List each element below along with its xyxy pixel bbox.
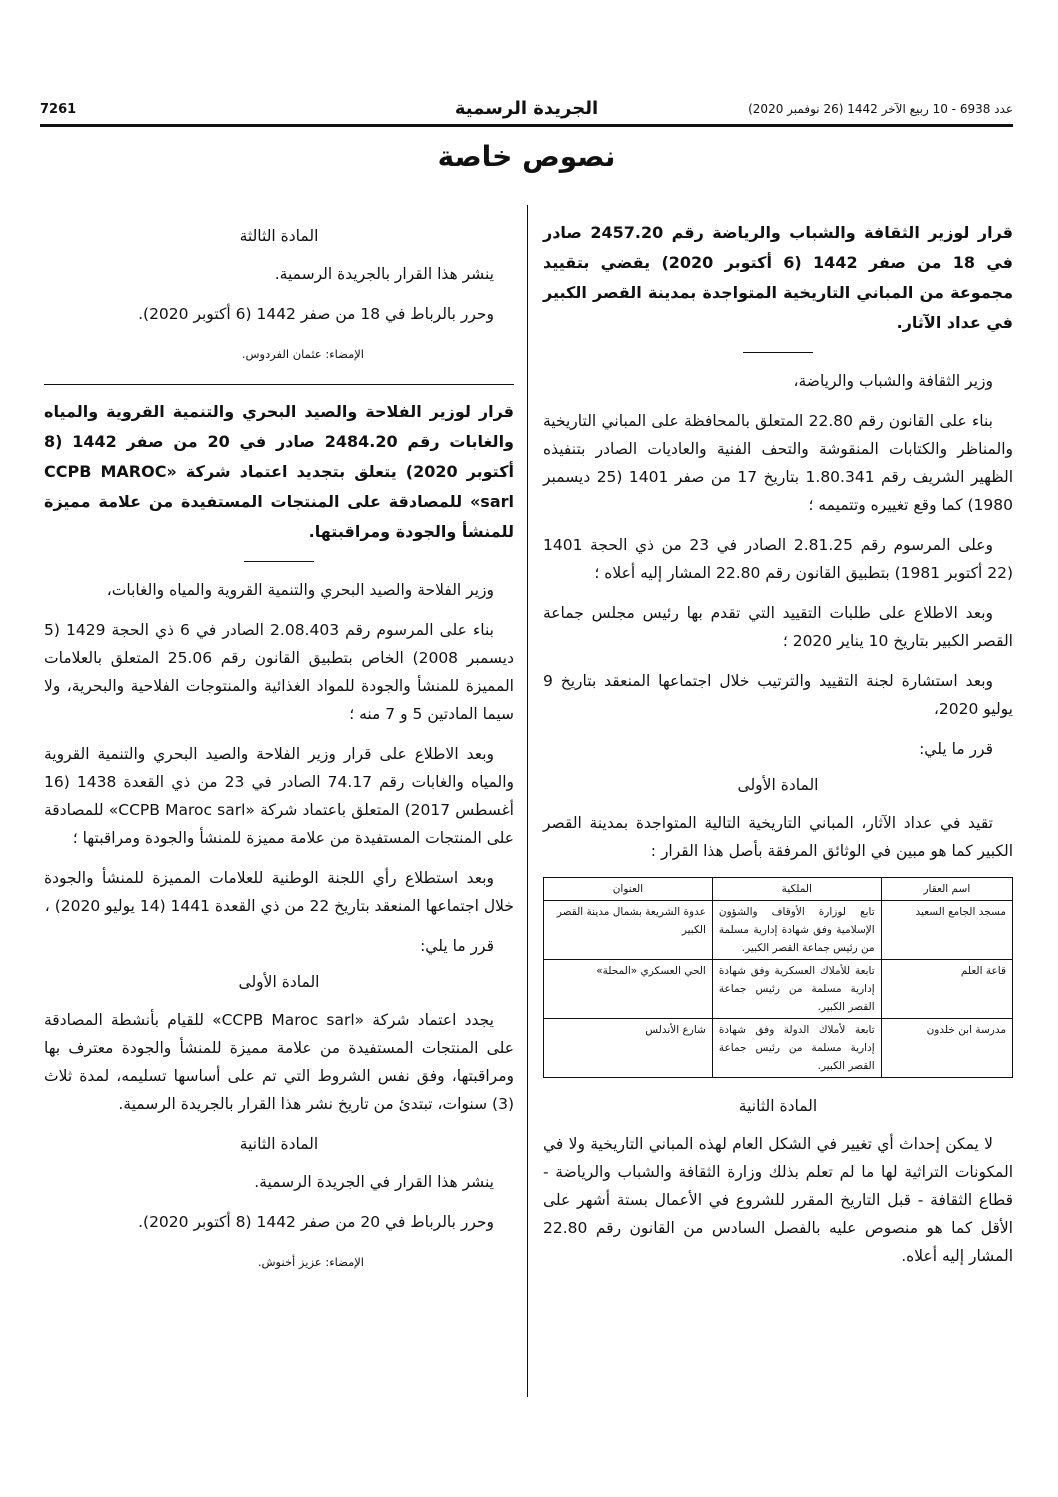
decree1-article3-title: المادة الثالثة: [239, 227, 319, 245]
table-row: [544, 1019, 1013, 1078]
column-header-property: اسم العقار: [881, 878, 1012, 901]
decree-separator: [44, 384, 514, 385]
table-cell: تابع لوزارة الأوقاف والشؤون الإسلامية وفق شهادة إدارية مسلمة من رئيس جماعة القصر الكبير.: [712, 901, 881, 960]
table-cell: مدرسة ابن خلدون: [881, 1019, 1012, 1078]
heritage-table: [543, 877, 1013, 1078]
table-row: [544, 960, 1013, 1019]
decree1-article2-title: المادة الثانية: [738, 1097, 818, 1115]
decree1-done-at: وحرر بالرباط في 18 من صفر 1442 (6 أكتوبر 2020).: [138, 305, 494, 323]
right-column: [543, 218, 1013, 1282]
decree2-heading: قرار لوزير الفلاحة والصيد البحري والتنمية القروية والمياه والغابات رقم 2484.20 صادر في 20 من صفر 1442 (8 أكتوبر 2020) يتعلق بتجديد اعتماد شركة «CCPB MAROC sarl» للمصادقة على المنتجات المستفيدة من علامة مميزة للمنشأ والجودة ومراقبتها.: [44, 402, 515, 541]
table-header-row: [544, 878, 1013, 901]
page-header: [40, 98, 1013, 124]
decree2-paragraph: وبعد استطلاع رأي اللجنة الوطنية للعلامات المميزة للمنشأ والجودة خلال اجتماعها المنعقد بتاريخ 22 من ذي القعدة 1441 (14 يوليو 2020) ،: [44, 869, 514, 915]
decree1-article1-title: المادة الأولى: [737, 776, 819, 794]
table-cell: قاعة العلم: [881, 960, 1012, 1019]
decree2-decides: قرر ما يلي:: [420, 937, 494, 955]
decree1-article2-text: لا يمكن إحداث أي تغيير في الشكل العام لهذه المباني التاريخية ولا في المكونات التراثية لها ما لم تعلم بذلك وزارة الثقافة والشباب والرياضة - قطاع الثقافة - قبل التاريخ المقرر للشروع في الأعمال بستة أشهر على الأقل كما هو منصوص عليه بالفصل السادس من القانون رقم 22.80 المشار إليه أعلاه.: [543, 1135, 1013, 1265]
decree2-paragraph: بناء على المرسوم رقم 2.08.403 الصادر في 6 ذي الحجة 1429 (5 ديسمبر 2008) الخاص بتطبيق القانون رقم 25.06 المتعلق بالعلامات المميزة للمنشأ والجودة للمواد الغذائية والمنتوجات الفلاحية والبحرية، ولا سيما المادتين 5 و 7 منه ؛: [44, 621, 514, 723]
table-cell: الحي العسكري «المحلة»: [544, 960, 713, 1019]
gazette-title: الجريدة الرسمية: [454, 98, 599, 119]
column-divider: [527, 205, 528, 1397]
decree2-paragraph: وبعد الاطلاع على قرار وزير الفلاحة والصيد البحري والتنمية القروية والمياه والغابات رقم 74.17 الصادر في 23 من ذي القعدة 1438 (16 أغسطس 2017) المتعلق باعتماد شركة «CCPB Maroc sarl» للمصادقة على المنتجات المستفيدة من علامة مميزة للمنشأ والجودة ومراقبتها ؛: [44, 745, 514, 847]
column-header-ownership: الملكية: [712, 878, 881, 901]
header-rule: [40, 124, 1013, 127]
decree1-paragraph: وبعد استشارة لجنة التقييد والترتيب خلال اجتماعها المنعقد بتاريخ 9 يوليو 2020،: [543, 672, 1013, 718]
decree1-paragraph: وبعد الاطلاع على طلبات التقييد التي تقدم بها رئيس مجلس جماعة القصر الكبير بتاريخ 10 يناير 2020 ؛: [543, 604, 1013, 650]
decree2-article2-title: المادة الثانية: [239, 1135, 319, 1153]
decree1-heading: قرار لوزير الثقافة والشباب والرياضة رقم 2457.20 صادر في 18 من صفر 1442 (6 أكتوبر 2020) يقضي بتقييد مجموعة من المباني التاريخية المتواجدة بمدينة القصر الكبير في عداد الآثار.: [543, 223, 1014, 332]
table-cell: عدوة الشريعة بشمال مدينة القصر الكبير: [544, 901, 713, 960]
decree2-separator: [244, 561, 314, 562]
decree1-separator: [743, 352, 813, 353]
decree2-minister: وزير الفلاحة والصيد البحري والتنمية القروية والمياه والغابات،: [106, 581, 494, 599]
decree1-article1-text: تقيد في عداد الآثار، المباني التاريخية التالية المتواجدة بمدينة القصر الكبير كما هو مبين في الوثائق المرفقة بأصل هذا القرار :: [543, 814, 1013, 860]
decree1-paragraph: وعلى المرسوم رقم 2.81.25 الصادر في 23 من ذي الحجة 1401 (22 أكتوبر 1981) بتطبيق القانون رقم 22.80 المشار إليه أعلاه ؛: [543, 536, 1013, 582]
table-cell: شارع الأندلس: [544, 1019, 713, 1078]
table-cell: تابعة للأملاك العسكرية وفق شهادة إدارية مسلمة من رئيس جماعة القصر الكبير.: [712, 960, 881, 1019]
section-title: نصوص خاصة: [437, 140, 616, 173]
decree1-signature: الإمضاء: عثمان الفردوس.: [241, 347, 364, 361]
decree1-decides: قرر ما يلي:: [919, 740, 993, 758]
decree2-article1-title: المادة الأولى: [238, 973, 320, 991]
decree2-article2-text: ينشر هذا القرار في الجريدة الرسمية.: [254, 1173, 494, 1191]
issue-info: عدد 6938 - 10 ربيع الآخر 1442 (26 نوفمبر 2020): [748, 102, 1013, 116]
decree2-done-at: وحرر بالرباط في 20 من صفر 1442 (8 أكتوبر 2020).: [138, 1213, 494, 1231]
decree1-paragraph: بناء على القانون رقم 22.80 المتعلق بالمحافظة على المباني التاريخية والمناظر والكتابات المنقوشة والتحف الفنية والعاديات الصادر بتنفيذه الظهير الشريف رقم 1.80.341 بتاريخ 17 من صفر 1401 (25 ديسمبر 1980) كما وقع تغييره وتتميمه ؛: [543, 412, 1013, 514]
decree1-article3-text: ينشر هذا القرار بالجريدة الرسمية.: [274, 265, 494, 283]
table-cell: تابعة لأملاك الدولة وفق شهادة إدارية مسلمة من رئيس جماعة القصر الكبير.: [712, 1019, 881, 1078]
table-row: [544, 901, 1013, 960]
decree1-minister: وزير الثقافة والشباب والرياضة،: [793, 372, 993, 390]
left-column: [44, 218, 514, 1286]
page-number: 7261: [40, 102, 77, 117]
column-header-address: العنوان: [544, 878, 713, 901]
table-cell: مسجد الجامع السعيد: [881, 901, 1012, 960]
decree2-article1-text: يجدد اعتماد شركة «CCPB Maroc sarl» للقيام بأنشطة المصادقة على المنتجات المستفيدة من علامة مميزة للمنشأ والجودة معترف بها ومراقبتها، وفق نفس الشروط التي تم على أساسها تسليمه، لمدة ثلاث (3) سنوات، تبتدئ من تاريخ نشر هذا القرار بالجريدة الرسمية.: [44, 1011, 514, 1113]
decree2-signature: الإمضاء: عزيز أخنوش.: [257, 1255, 364, 1269]
